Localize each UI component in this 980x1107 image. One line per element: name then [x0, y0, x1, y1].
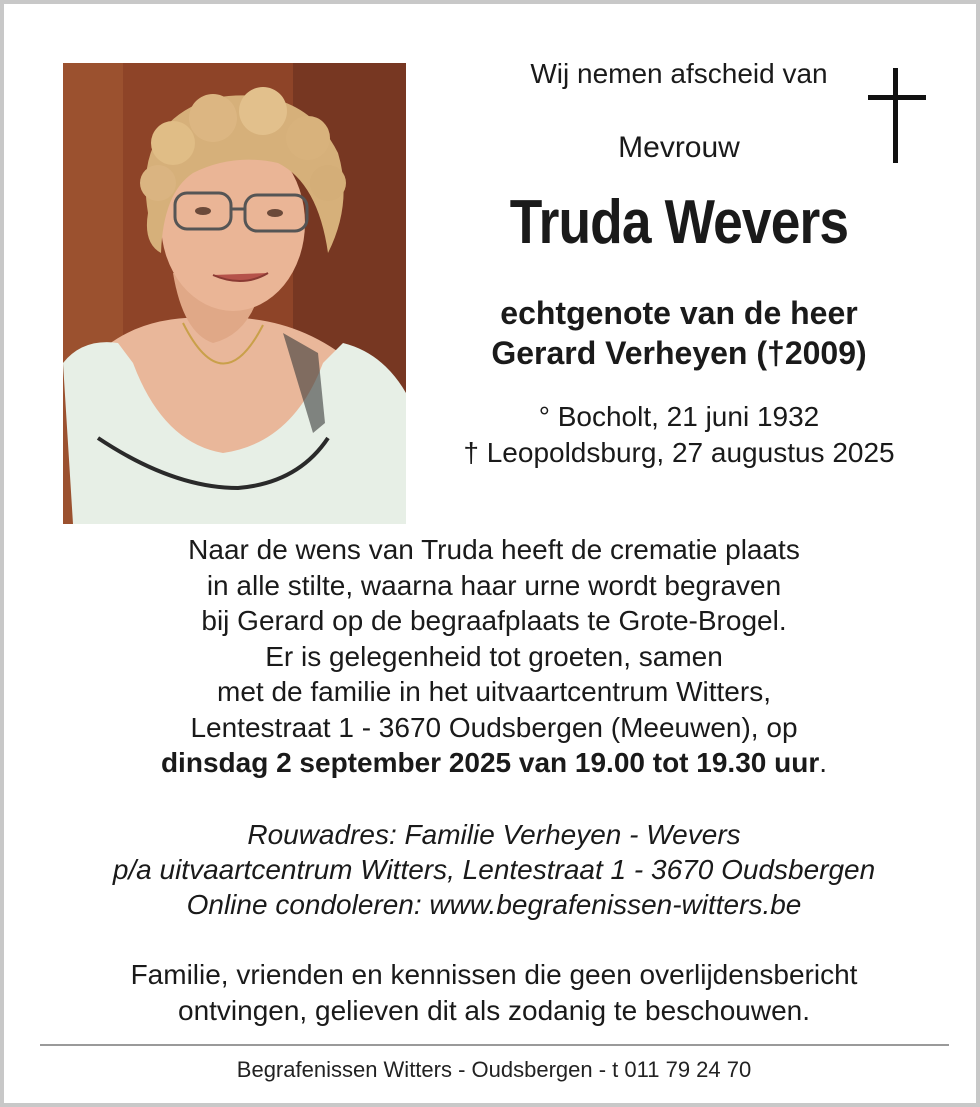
body-line: bij Gerard op de begraafplaats te Grote-Brogel. [201, 605, 787, 636]
address-line-1: Rouwadres: Familie Verheyen - Wevers [247, 819, 741, 850]
visitation-time-bold: dinsdag 2 september 2025 van 19.00 tot 19.30 uur [160, 747, 820, 778]
address-line-3: Online condoleren: www.begrafenissen-witters.be [186, 889, 802, 920]
ceremony-text [44, 532, 944, 781]
death-date: † Leopoldsburg, 27 augustus 2025 [463, 437, 895, 468]
portrait-photo [63, 63, 406, 524]
birth-date: ° Bocholt, 21 juni 1932 [538, 401, 820, 432]
closing-line-1: Familie, vrienden en kennissen die geen overlijdensbericht [130, 959, 858, 990]
notice-header [424, 56, 934, 471]
spouse-line-2: Gerard Verheyen (†2009) [491, 335, 867, 371]
condolence-address [44, 817, 944, 922]
visitation-time [44, 745, 944, 781]
spouse-info [424, 293, 934, 373]
intro-text: Wij nemen afscheid van [530, 58, 828, 89]
body-line: met de familie in het uitvaartcentrum Witters, [217, 676, 771, 707]
honorific: Mevrouw [618, 131, 740, 164]
address-line-2: p/a uitvaartcentrum Witters, Lentestraat 1 - 3670 Oudsbergen [112, 854, 876, 885]
footer-divider [40, 1044, 949, 1046]
footer-funeral-home: Begrafenissen Witters - Oudsbergen - t 011 79 24 70 [236, 1057, 752, 1082]
deceased-name: Truda Wevers [509, 188, 849, 257]
body-line: Lentestraat 1 - 3670 Oudsbergen (Meeuwen), op [190, 711, 798, 743]
closing-line-2: ontvingen, gelieven dit als zodanig te beschouwen. [178, 995, 810, 1026]
life-dates [424, 399, 934, 471]
body-line: in alle stilte, waarna haar urne wordt begraven [206, 569, 782, 601]
body-line: Er is gelegenheid tot groeten, samen [265, 640, 723, 672]
closing-text [44, 957, 944, 1029]
portrait-illustration [63, 63, 406, 524]
body-line: Naar de wens van Truda heeft de crematie plaats [188, 534, 800, 565]
spouse-line-1: echtgenote van de heer [500, 295, 858, 331]
visitation-time-suffix: . [819, 747, 828, 778]
